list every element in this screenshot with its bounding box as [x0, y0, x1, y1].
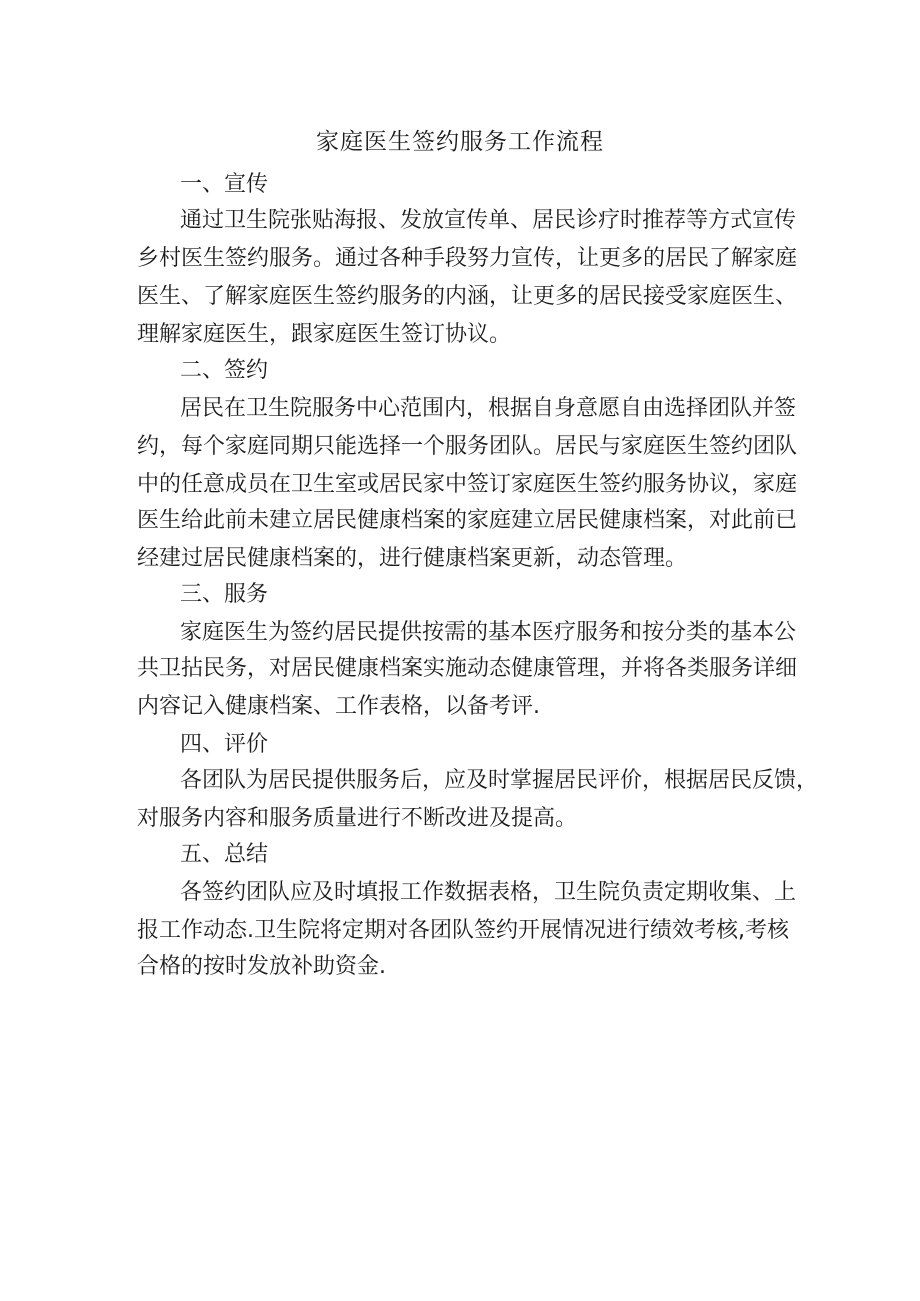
section-heading-summary: 五、总结: [180, 842, 269, 867]
paragraph-line: 各签约团队应及时填报工作数据表格，卫生院负责定期收集、上: [180, 880, 797, 905]
paragraph-line: 报工作动态.卫生院将定期对各团队签约开展情况进行绩效考核,考核: [137, 918, 789, 943]
paragraph-line: 各团队为居民提供服务后，应及时掌握居民评价，根据居民反馈，: [180, 768, 819, 793]
paragraph-line: 居民在卫生院服务中心范围内，根据自身意愿自由选择团队并签: [180, 396, 797, 421]
paragraph-line: 内容记入健康档案、工作表格，以备考评.: [137, 694, 540, 719]
section-heading-service: 三、服务: [180, 582, 269, 607]
paragraph-line: 经建过居民健康档案的，进行健康档案更新，动态管理。: [137, 546, 688, 571]
paragraph-line: 对服务内容和服务质量进行不断改进及提高。: [137, 806, 578, 831]
paragraph-line: 医生、了解家庭医生签约服务的内涵，让更多的居民接受家庭医生、: [137, 284, 798, 309]
paragraph-line: 中的任意成员在卫生室或居民家中签订家庭医生签约服务协议，家庭: [137, 472, 798, 497]
paragraph-line: 理解家庭医生，跟家庭医生签订协议。: [137, 322, 512, 347]
section-heading-signing: 二、签约: [180, 358, 269, 383]
section-heading-publicity: 一、宣传: [180, 172, 269, 197]
paragraph-line: 共卫拈民务，对居民健康档案实施动态健康管理，并将各类服务详细: [137, 656, 798, 681]
paragraph-line: 合格的按时发放补助资金.: [137, 954, 386, 979]
paragraph-line: 医生给此前未建立居民健康档案的家庭建立居民健康档案，对此前已: [137, 508, 798, 533]
paragraph-line: 家庭医生为签约居民提供按需的基本医疗服务和按分类的基本公: [180, 620, 797, 645]
paragraph-line: 约，每个家庭同期只能选择一个服务团队。居民与家庭医生签约团队: [137, 434, 798, 459]
document-title: 家庭医生签约服务工作流程: [316, 129, 604, 155]
paragraph-line: 通过卫生院张贴海报、发放宣传单、居民诊疗时推荐等方式宣传: [180, 208, 797, 233]
paragraph-line: 乡村医生签约服务。通过各种手段努力宣传，让更多的居民了解家庭: [137, 246, 798, 271]
section-heading-evaluation: 四、评价: [180, 732, 269, 757]
